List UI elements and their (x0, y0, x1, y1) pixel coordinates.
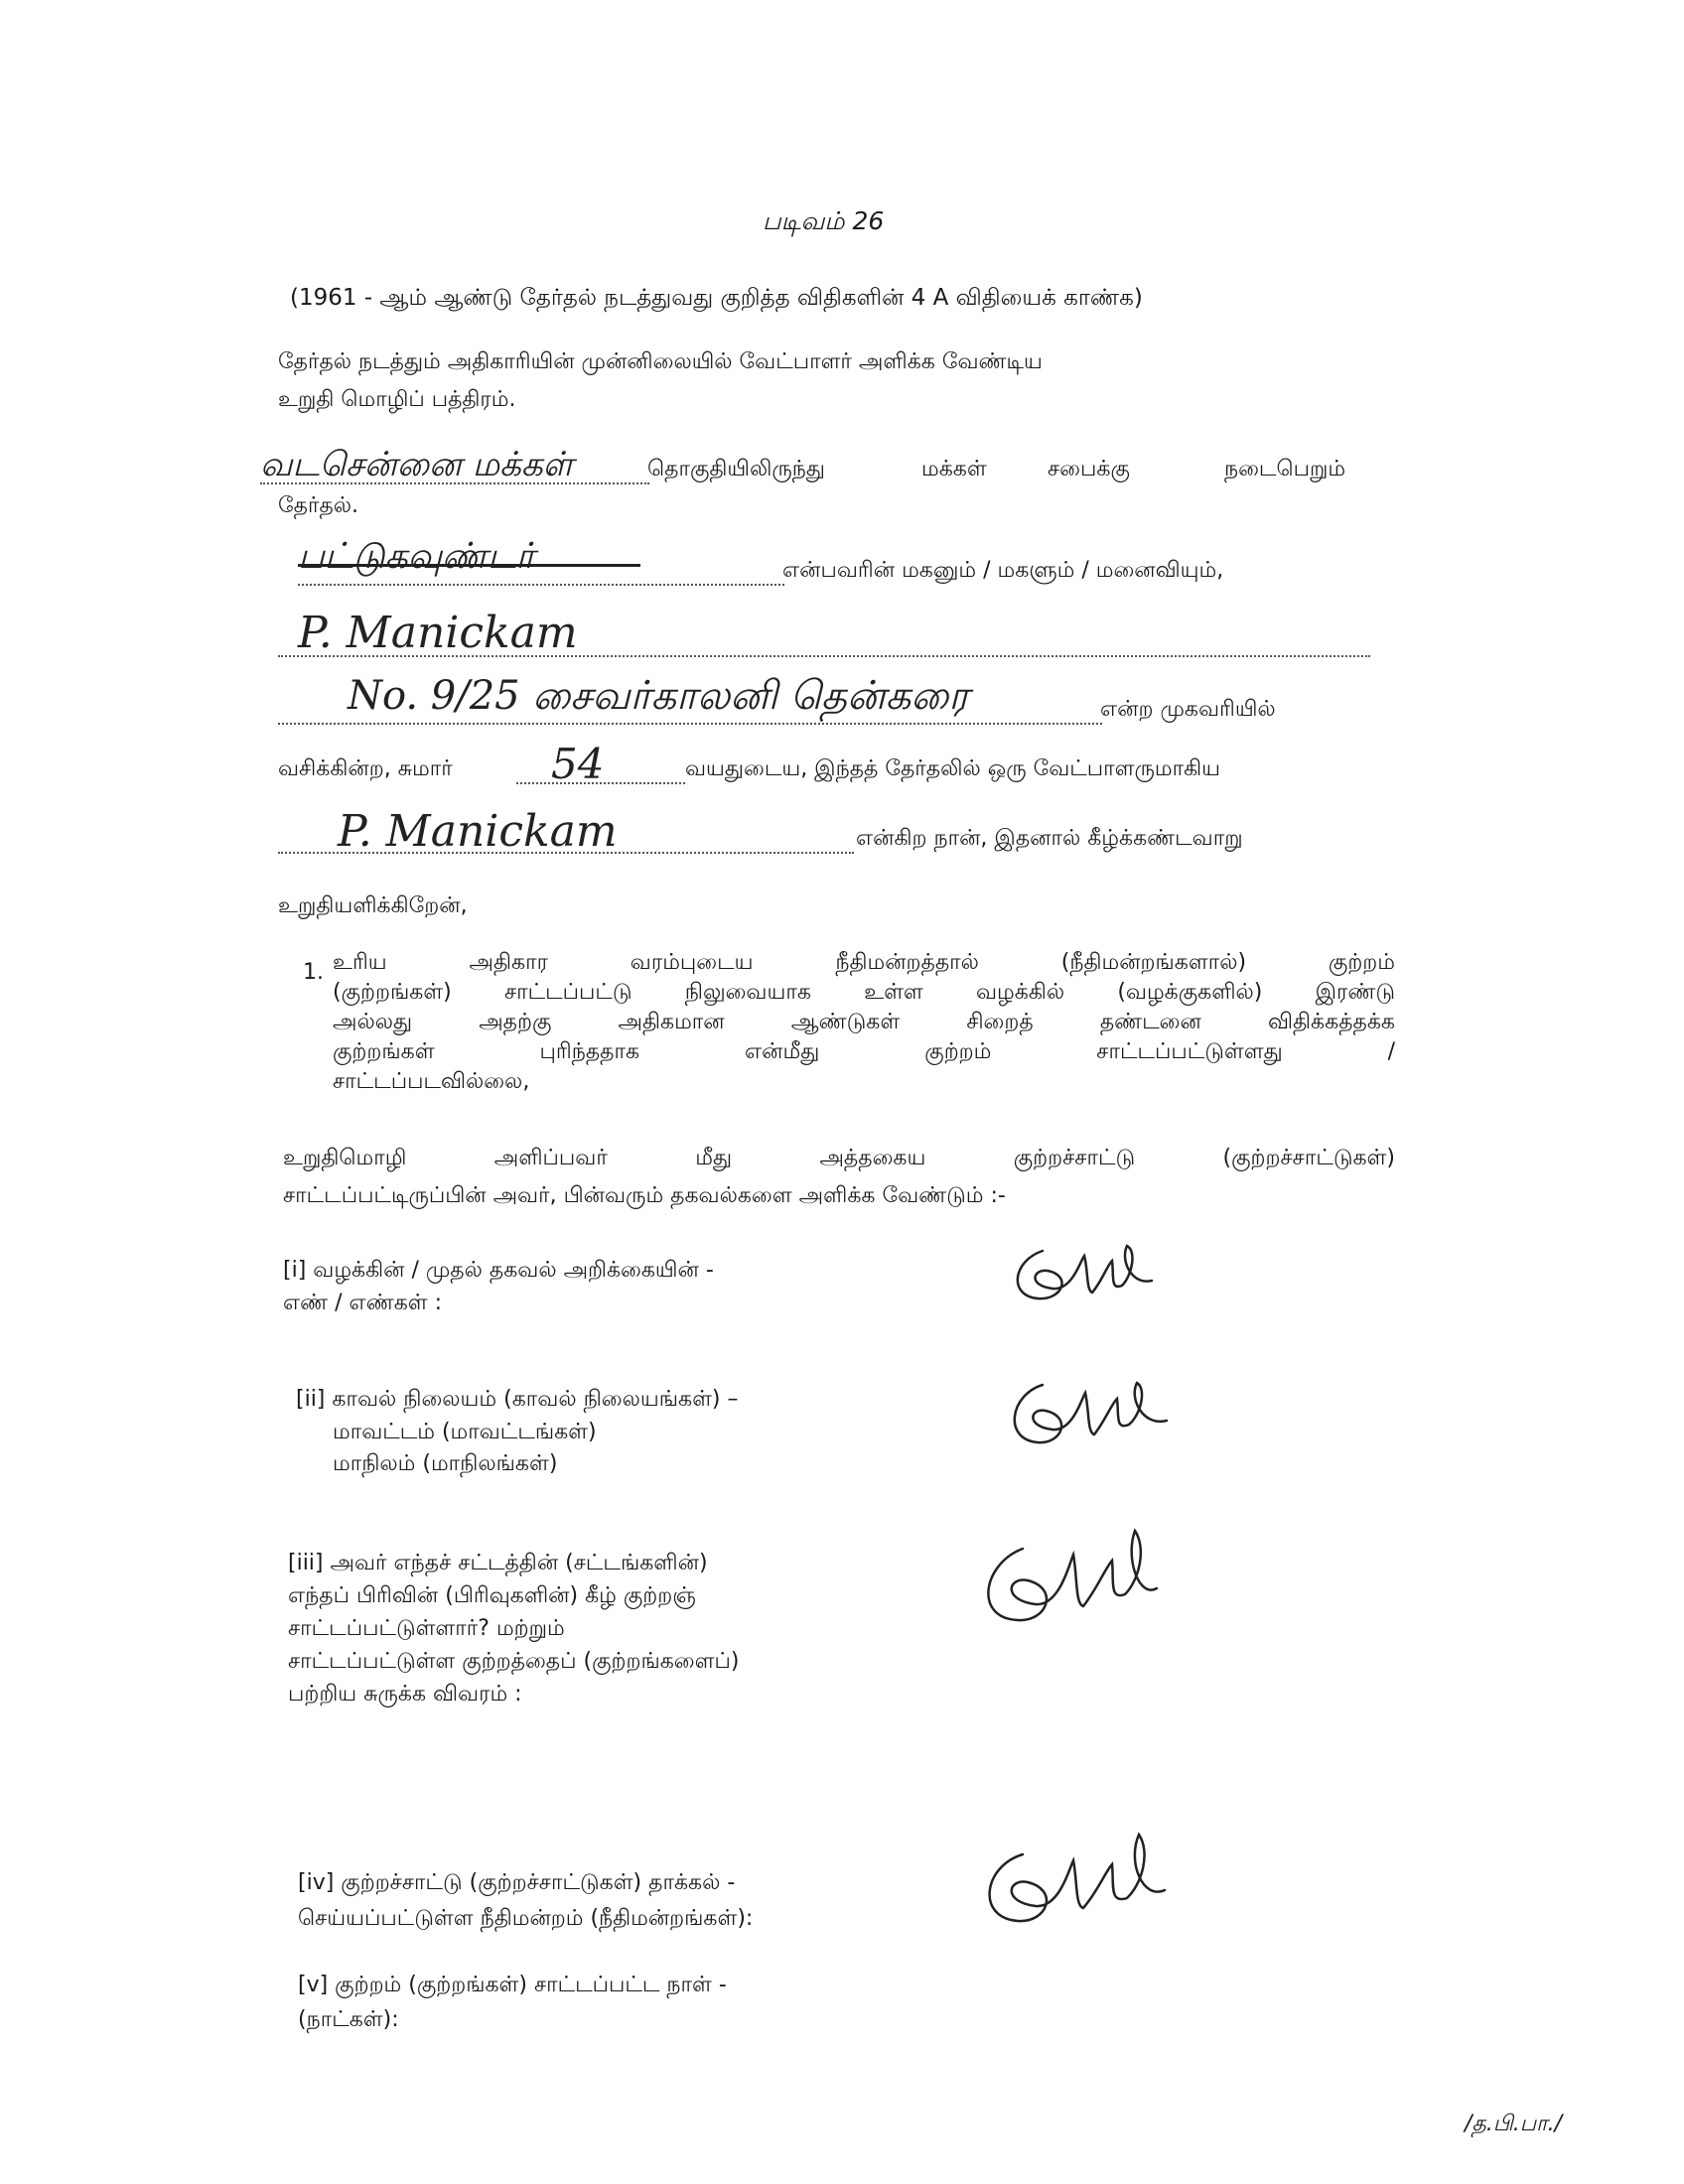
clause-1-line-1: உரிய அதிகார வரம்புடைய நீதிமன்றத்தால் (நீதிமன்றங்களால்) குற்றம் (333, 950, 1395, 975)
constituency-word-people: மக்கள் (921, 457, 987, 481)
item-3-line-3: சாட்டப்பட்டுள்ளார்? மற்றும் (288, 1616, 565, 1641)
item-2-line-2: மாவட்டம் (மாவட்டங்கள்) (333, 1420, 597, 1444)
relation-dotted-line (298, 584, 784, 586)
item-1-line-2: எண் / எண்கள் : (283, 1291, 443, 1315)
signature-2 (998, 1365, 1182, 1454)
name-suffix: என்கிற நான், இதனால் கீழ்க்கண்டவாறு (856, 826, 1243, 851)
item-5-line-1: [v] குற்றம் (குற்றங்கள்) சாட்டப்பட்ட நாள் - (298, 1973, 727, 1997)
item-3-line-1: [iii] அவர் எந்தச் சட்டத்தின் (சட்டங்களின்) (288, 1551, 708, 1575)
form-title: படிவம் 26 (763, 206, 885, 235)
address-dotted-line (278, 723, 1102, 725)
item-3-line-5: பற்றிய சுருக்க விவரம் : (288, 1682, 522, 1706)
clause-1-line-3: அல்லது அதற்கு அதிகமான ஆண்டுகள் சிறைத் தண்டனை விதிக்கத்தக்க (333, 1010, 1395, 1034)
residing-text: வசிக்கின்ற, சுமார் (278, 756, 453, 781)
item-4-line-2: செய்யப்பட்டுள்ள நீதிமன்றம் (நீதிமன்றங்கள்): (298, 1906, 754, 1931)
handwritten-father-name: பட்டுகவுண்டர் (298, 536, 535, 577)
name2-dotted-line (278, 852, 854, 854)
handwritten-candidate-name: P. Manickam (298, 608, 578, 658)
item-2-line-3: மாநிலம் (மாநிலங்கள்) (333, 1451, 558, 1476)
signature-4 (968, 1827, 1177, 1931)
election-word: தேர்தல். (278, 493, 359, 518)
heading-line-2: உறுதி மொழிப் பத்திரம். (278, 387, 516, 412)
note-line-2: சாட்டப்பட்டிருப்பின் அவர், பின்வரும் தகவல்களை அளிக்க வேண்டும் :- (283, 1183, 1006, 1208)
strike-through-line (298, 564, 640, 567)
clause-1-line-2: (குற்றங்கள்) சாட்டப்பட்டு நிலுவையாக உள்ள வழக்கில் (வழக்குகளில்) இரண்டு (333, 980, 1395, 1005)
signature-3 (968, 1519, 1167, 1633)
footer-code: /த.பி.பா./ (1465, 2112, 1563, 2136)
constituency-suffix: தொகுதியிலிருந்து (647, 457, 825, 481)
clause-1-number: 1. (303, 960, 324, 985)
handwritten-address: No. 9/25 சைவர்காலனி தென்கரை (348, 673, 969, 719)
item-5-line-2: (நாட்கள்): (298, 2007, 399, 2032)
affirm-text: உறுதியளிக்கிறேன், (278, 893, 468, 918)
handwritten-age: 54 (551, 740, 605, 788)
item-4-line-1: [iv] குற்றச்சாட்டு (குற்றச்சாட்டுகள்) தாக்கல் - (298, 1870, 736, 1895)
rule-reference: (1961 - ஆம் ஆண்டு தேர்தல் நடத்துவது குறித்த விதிகளின் 4 A விதியைக் காண்க) (290, 285, 1143, 311)
constituency-dotted-line (260, 482, 649, 484)
constituency-word-held: நடைபெறும் (1224, 457, 1346, 481)
item-3-line-4: சாட்டப்பட்டுள்ள குற்றத்தைப் (குற்றங்களைப்) (288, 1649, 740, 1674)
heading-line-1: தேர்தல் நடத்தும் அதிகாரியின் முன்னிலையில் வேட்பாளர் அளிக்க வேண்டிய (278, 349, 1043, 374)
name-dotted-line (278, 655, 1370, 657)
relation-text: என்பவரின் மகனும் / மகளும் / மனைவியும், (782, 558, 1224, 583)
handwritten-constituency: வடசென்னை மக்கள் (260, 445, 574, 484)
handwritten-candidate-name-2: P. Manickam (338, 806, 618, 857)
age-text: வயதுடைய, இந்தத் தேர்தலில் ஒரு வேட்பாளருமாகிய (685, 756, 1220, 781)
item-1-line-1: [i] வழக்கின் / முதல் தகவல் அறிக்கையின் - (283, 1258, 714, 1283)
item-2-line-1: [ii] காவல் நிலையம் (காவல் நிலையங்கள்) – (296, 1387, 739, 1412)
clause-1-line-4: குற்றங்கள் புரிந்ததாக என்மீது குற்றம் சாட்டப்பட்டுள்ளது / (333, 1039, 1395, 1064)
address-suffix: என்ற முகவரியில் (1100, 697, 1276, 722)
clause-1-line-5: சாட்டப்படவில்லை, (333, 1069, 530, 1094)
item-3-line-2: எந்தப் பிரிவின் (பிரிவுகளின்) கீழ் குற்றஞ் (288, 1583, 696, 1608)
note-line-1: உறுதிமொழி அளிப்பவர் மீது அத்தகைய குற்றச்சாட்டு (குற்றச்சாட்டுகள்) (283, 1146, 1395, 1170)
constituency-word-house: சபைக்கு (1048, 457, 1130, 481)
signature-1 (1003, 1231, 1172, 1310)
age-dotted-line (516, 782, 685, 784)
